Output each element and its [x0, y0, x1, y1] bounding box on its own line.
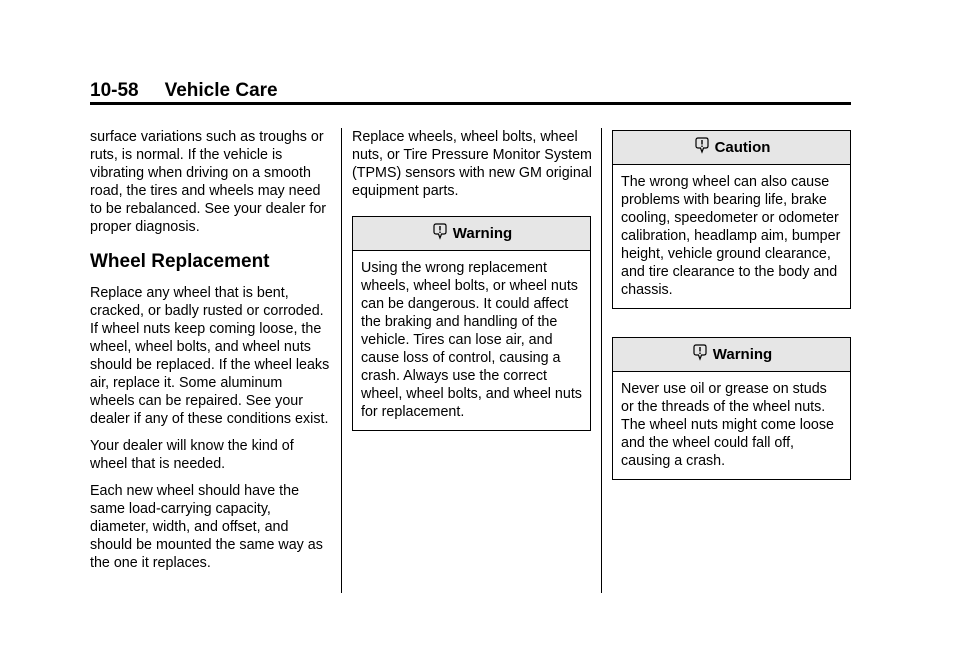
page-number: 10-58: [90, 80, 139, 101]
warning-box-title: Warning: [452, 224, 513, 242]
warning-box-title: Warning: [712, 345, 773, 363]
body-paragraph: Replace any wheel that is bent, cracked, or badly rusted or corroded. If wheel nuts keep coming loose, the wheel, wheel bolts, and wheel nuts should be replaced. If the wheel leaks air, replace it. Some aluminum wheels can be repaired. See your dealer if any of these conditions exist.: [90, 285, 330, 427]
column-2: [352, 128, 592, 431]
section-heading: Wheel Replacement: [90, 251, 270, 272]
warning-box: [612, 337, 851, 480]
intro-paragraph: surface variations such as troughs or ruts, is normal. If the vehicle is vibrating when driving on a smooth road, the tires and wheels may need to be rebalanced. See your dealer for proper diagnosis.: [90, 129, 327, 235]
body-paragraph: Your dealer will know the kind of wheel that is needed.: [90, 438, 294, 472]
caution-box-text: The wrong wheel can also cause problems with bearing life, brake cooling, speedometer or odometer calibration, headlamp aim, bumper height, vehicle ground clearance, and tire clearance to the body and chassis.: [621, 174, 841, 298]
warning-icon: [431, 222, 449, 240]
column-3: [612, 130, 852, 480]
page-header: [90, 80, 278, 102]
warning-box-header: [353, 217, 590, 251]
warning-box-text: Using the wrong replacement wheels, wheel bolts, or wheel nuts can be dangerous. It could affect the braking and handling of the vehicle. Tires can lose air, and cause loss of control, causing a crash. Always use the correct wheel, wheel bolts, and wheel nuts for replacement.: [361, 260, 582, 420]
body-paragraph: Replace wheels, wheel bolts, wheel nuts, or Tire Pressure Monitor System (TPMS) sensors with new GM original equipment parts.: [352, 129, 592, 199]
warning-icon: [693, 136, 711, 154]
caution-box: [612, 130, 851, 309]
warning-icon: [691, 343, 709, 361]
section-title: Vehicle Care: [164, 80, 278, 101]
warning-box-text: Never use oil or grease on studs or the threads of the wheel nuts. The wheel nuts might come loose and the wheel could fall off, causing a crash.: [621, 381, 834, 469]
column-1: [90, 128, 330, 581]
caution-box-title: Caution: [714, 138, 771, 156]
caution-box-header: [613, 131, 850, 165]
column-divider: [601, 128, 602, 593]
header-rule: [90, 102, 851, 105]
body-paragraph: Each new wheel should have the same load-carrying capacity, diameter, width, and offset, and should be mounted the same way as the one it replaces.: [90, 483, 323, 571]
warning-box: [352, 216, 591, 431]
warning-box-header: [613, 338, 850, 372]
column-divider: [341, 128, 342, 593]
